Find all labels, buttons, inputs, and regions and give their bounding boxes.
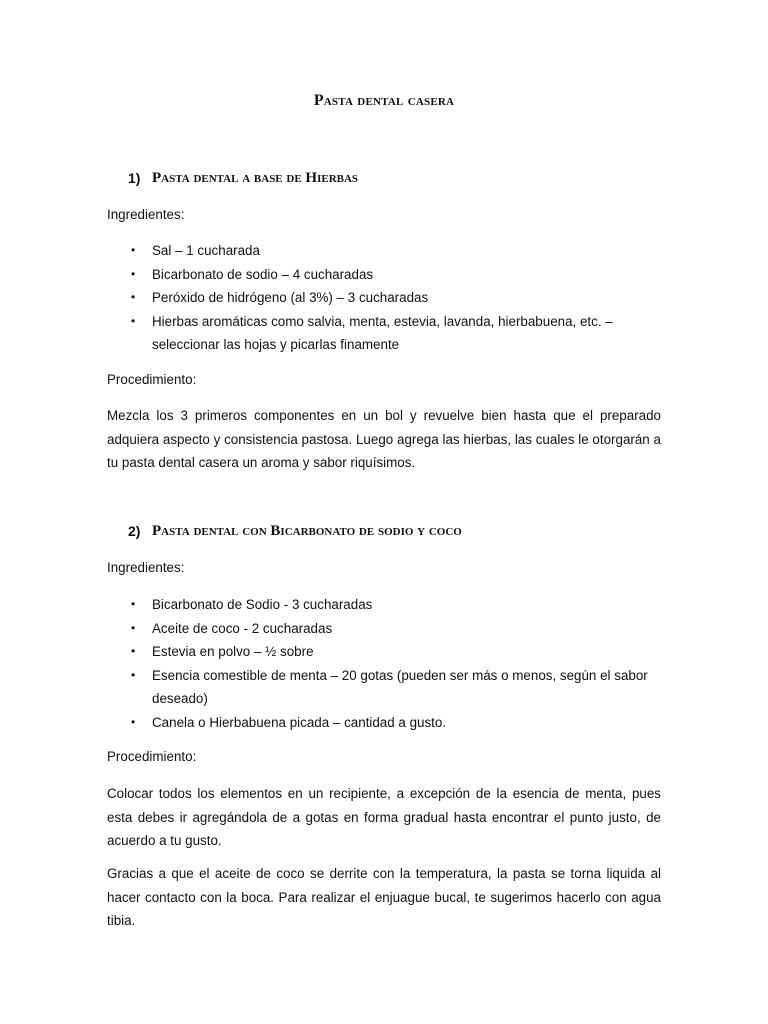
section-1-title: Pasta dental a base de Hierbas — [152, 170, 359, 186]
section-1-heading — [128, 170, 358, 187]
bullet-icon: • — [131, 243, 136, 257]
list-item: • Aceite de coco - 2 cucharadas — [107, 617, 667, 641]
section-2-number: 2) — [128, 523, 141, 539]
section-1-procedure-label: Procedimiento: — [107, 372, 197, 387]
section-2-procedure-paragraph-1: Colocar todos los elementos en un recipiente, a excepción de la esencia de menta, pues esta debes ir agregándola de a gotas en forma gradual hasta encontrar el punto justo, de acuerdo a tu gusto. — [107, 786, 661, 848]
section-2-ingredient-list — [107, 593, 667, 734]
bullet-icon: • — [131, 290, 136, 304]
section-2-title: Pasta dental con Bicarbonato de sodio y coco — [152, 523, 462, 539]
list-item: • Estevia en polvo – ½ sobre — [107, 640, 667, 664]
section-2-ingredients-label: Ingredientes: — [107, 560, 185, 575]
list-item: • Peróxido de hidrógeno (al 3%) – 3 cucharadas — [107, 286, 667, 310]
bullet-icon: • — [131, 313, 136, 328]
section-2-procedure-label: Procedimiento: — [107, 749, 197, 764]
list-item: • Esencia comestible de menta – 20 gotas (pueden ser más o menos, según el sabor deseado) — [107, 664, 667, 711]
bullet-icon: • — [131, 667, 136, 682]
bullet-icon: • — [131, 266, 136, 281]
section-1-ingredient-list — [107, 239, 667, 357]
section-1-number: 1) — [128, 170, 141, 186]
bullet-icon: • — [131, 714, 136, 729]
section-1-ingredients-label: Ingredientes: — [107, 207, 185, 222]
list-item: • Hierbas aromáticas como salvia, menta, estevia, lavanda, hierbabuena, etc. – seleccionar las hojas y picarlas finamente — [107, 310, 667, 357]
section-2-heading — [128, 523, 462, 540]
document-title: Pasta dental casera — [313, 92, 455, 109]
list-item: • Sal – 1 cucharada — [107, 239, 667, 263]
list-item: • Bicarbonato de sodio – 4 cucharadas — [107, 263, 667, 287]
list-item: • Bicarbonato de Sodio - 3 cucharadas — [107, 593, 667, 617]
bullet-icon: • — [131, 597, 136, 611]
list-item: • Canela o Hierbabuena picada – cantidad a gusto. — [107, 711, 667, 735]
section-2-procedure-paragraph-2: Gracias a que el aceite de coco se derrite con la temperatura, la pasta se torna liquida al hacer contacto con la boca. Para realizar el enjuague bucal, te sugerimos hacerlo con agua tibia. — [107, 866, 661, 928]
section-1-procedure-paragraph: Mezcla los 3 primeros componentes en un bol y revuelve bien hasta que el preparado adquiera aspecto y consistencia pastosa. Luego agrega las hierbas, las cuales le otorgarán a tu pasta dental casera un aroma y sabor riquísimos. — [107, 408, 661, 470]
bullet-icon: • — [131, 620, 136, 635]
bullet-icon: • — [131, 644, 136, 658]
